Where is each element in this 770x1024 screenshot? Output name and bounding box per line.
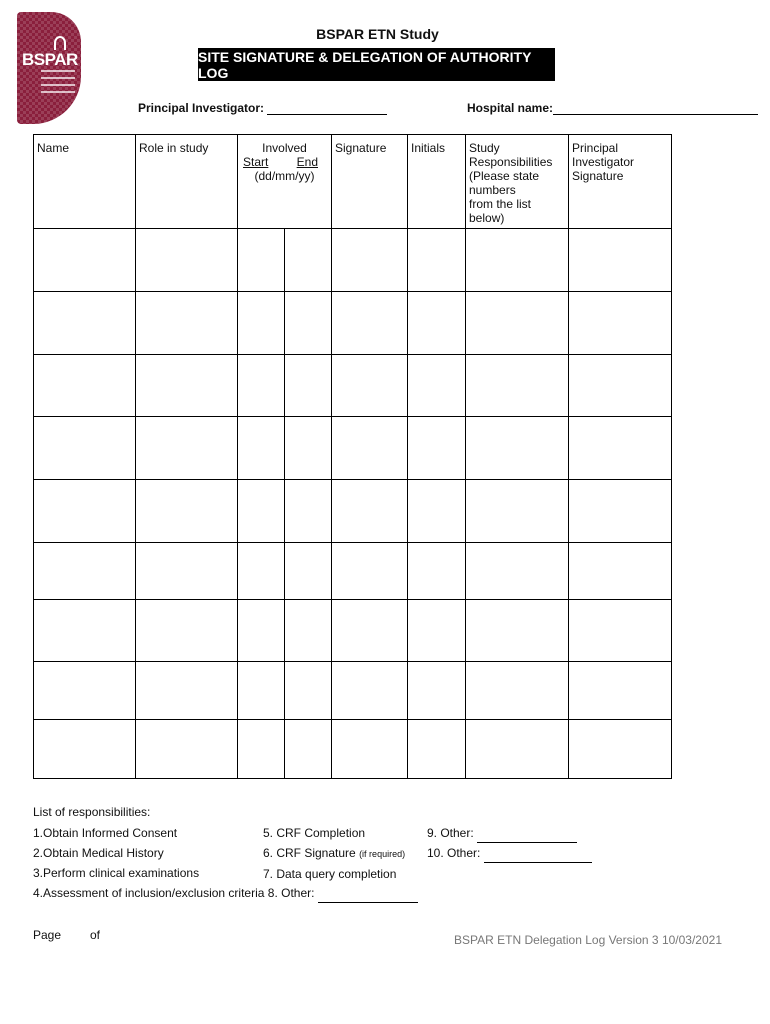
name-cell[interactable] <box>34 417 136 480</box>
role-cell[interactable] <box>136 720 238 779</box>
log-title-banner: SITE SIGNATURE & DELEGATION OF AUTHORITY LOG <box>198 48 555 81</box>
header-involved <box>238 135 332 229</box>
signature-cell[interactable] <box>332 355 408 417</box>
table-header-row <box>34 135 672 229</box>
initials-cell[interactable] <box>408 355 466 417</box>
hospital-name-field <box>467 101 758 115</box>
date-format-label: (dd/mm/yy) <box>254 169 315 183</box>
responsibilities-heading: List of responsibilities: <box>33 805 151 819</box>
end-cell[interactable] <box>285 355 332 417</box>
pi-signature-cell[interactable] <box>569 600 672 662</box>
involved-label: Involved <box>262 141 307 155</box>
resp-item-6-note: (if required) <box>359 849 406 859</box>
of-label: of <box>90 928 101 942</box>
resp-item-9: 9. Other: <box>427 826 474 840</box>
signature-cell[interactable] <box>332 720 408 779</box>
header-role-text: Role in study <box>139 141 209 155</box>
logo-text: BSPAR <box>22 50 78 69</box>
name-cell[interactable] <box>34 543 136 600</box>
table-row <box>34 543 672 600</box>
start-cell[interactable] <box>238 543 285 600</box>
logo-tagline <box>41 70 75 98</box>
initials-cell[interactable] <box>408 292 466 355</box>
end-cell[interactable] <box>285 229 332 292</box>
initials-cell[interactable] <box>408 417 466 480</box>
resp-line-2: (Please state numbers <box>469 169 540 197</box>
resp-line-1: Study Responsibilities <box>469 141 553 169</box>
role-cell[interactable] <box>136 292 238 355</box>
end-cell[interactable] <box>285 720 332 779</box>
role-cell[interactable] <box>136 600 238 662</box>
resp-item-3: 3.Perform clinical examinations <box>33 866 200 880</box>
signature-cell[interactable] <box>332 662 408 720</box>
role-cell[interactable] <box>136 662 238 720</box>
table-row <box>34 229 672 292</box>
table-row <box>34 480 672 543</box>
start-cell[interactable] <box>238 600 285 662</box>
resp-line-3: from the list below) <box>469 197 532 225</box>
table-row <box>34 355 672 417</box>
responsibilities-cell[interactable] <box>466 480 569 543</box>
initials-cell[interactable] <box>408 480 466 543</box>
responsibilities-cell[interactable] <box>466 355 569 417</box>
signature-cell[interactable] <box>332 480 408 543</box>
study-title: BSPAR ETN Study <box>316 26 439 42</box>
start-end-labels <box>241 155 328 169</box>
pi-signature-cell[interactable] <box>569 662 672 720</box>
pi-fill-line[interactable] <box>267 102 387 115</box>
end-cell[interactable] <box>285 543 332 600</box>
resp-item-2: 2.Obtain Medical History <box>33 846 164 860</box>
hospital-fill-line[interactable] <box>553 102 758 115</box>
start-cell[interactable] <box>238 229 285 292</box>
table-row <box>34 417 672 480</box>
resp-item-6-row <box>263 843 405 864</box>
end-cell[interactable] <box>285 417 332 480</box>
signature-cell[interactable] <box>332 600 408 662</box>
role-cell[interactable] <box>136 480 238 543</box>
responsibilities-cell[interactable] <box>466 720 569 779</box>
initials-cell[interactable] <box>408 720 466 779</box>
role-cell[interactable] <box>136 229 238 292</box>
signature-cell[interactable] <box>332 417 408 480</box>
initials-cell[interactable] <box>408 229 466 292</box>
principal-investigator-field <box>138 101 387 115</box>
name-cell[interactable] <box>34 480 136 543</box>
version-footer: BSPAR ETN Delegation Log Version 3 10/03/2021 <box>454 933 722 947</box>
pi-signature-cell[interactable] <box>569 720 672 779</box>
role-cell[interactable] <box>136 543 238 600</box>
delegation-log-table <box>33 134 672 779</box>
table-row <box>34 662 672 720</box>
responsibilities-cell[interactable] <box>466 292 569 355</box>
resp-item-10-row <box>427 843 592 863</box>
resp-item-9-row <box>427 823 592 843</box>
responsibilities-col-2 <box>263 823 405 884</box>
signature-cell[interactable] <box>332 292 408 355</box>
header-name-text: Name <box>37 141 70 155</box>
pi-signature-cell[interactable] <box>569 292 672 355</box>
responsibilities-cell[interactable] <box>466 543 569 600</box>
responsibilities-col-3 <box>427 823 592 863</box>
pi-signature-cell[interactable] <box>569 355 672 417</box>
pi-label: Principal Investigator: <box>138 101 265 115</box>
resp-item-6: 6. CRF Signature <box>263 846 356 860</box>
header-study-responsibilities <box>466 135 569 229</box>
end-cell[interactable] <box>285 292 332 355</box>
resp-item-1: 1.Obtain Informed Consent <box>33 826 178 840</box>
start-cell[interactable] <box>238 417 285 480</box>
header-name <box>34 135 136 229</box>
pi-sig-line-2: Signature <box>572 169 624 183</box>
other-8-fill-line[interactable] <box>318 890 418 903</box>
name-cell[interactable] <box>34 229 136 292</box>
header-initials <box>408 135 466 229</box>
header-role <box>136 135 238 229</box>
name-cell[interactable] <box>34 355 136 417</box>
signature-cell[interactable] <box>332 543 408 600</box>
responsibilities-cell[interactable] <box>466 229 569 292</box>
start-cell[interactable] <box>238 480 285 543</box>
resp-item-5: 5. CRF Completion <box>263 826 366 840</box>
header-signature-text: Signature <box>335 141 387 155</box>
other-9-fill-line[interactable] <box>477 830 577 843</box>
resp-item-4: 4.Assessment of inclusion/exclusion criteria 8. Other: <box>33 886 315 900</box>
pi-signature-cell[interactable] <box>569 229 672 292</box>
resp-item-4-row <box>33 883 418 903</box>
pi-signature-cell[interactable] <box>569 480 672 543</box>
resp-item-7: 7. Data query completion <box>263 867 397 881</box>
hospital-label: Hospital name: <box>467 101 554 115</box>
log-body <box>34 229 672 779</box>
table-row <box>34 600 672 662</box>
end-cell[interactable] <box>285 480 332 543</box>
initials-cell[interactable] <box>408 662 466 720</box>
start-cell[interactable] <box>238 355 285 417</box>
resp-item-10: 10. Other: <box>427 846 481 860</box>
name-cell[interactable] <box>34 662 136 720</box>
responsibilities-cell[interactable] <box>466 600 569 662</box>
role-cell[interactable] <box>136 417 238 480</box>
header-pi-signature <box>569 135 672 229</box>
start-cell[interactable] <box>238 720 285 779</box>
other-10-fill-line[interactable] <box>484 850 592 863</box>
role-cell[interactable] <box>136 355 238 417</box>
start-cell[interactable] <box>238 292 285 355</box>
initials-cell[interactable] <box>408 543 466 600</box>
responsibilities-cell[interactable] <box>466 417 569 480</box>
pi-sig-line-1: Principal Investigator <box>572 141 635 169</box>
name-cell[interactable] <box>34 720 136 779</box>
table-row <box>34 292 672 355</box>
responsibilities-cell[interactable] <box>466 662 569 720</box>
page-label: Page <box>33 928 62 942</box>
bspar-logo <box>17 12 81 124</box>
header-signature <box>332 135 408 229</box>
start-cell[interactable] <box>238 662 285 720</box>
pi-signature-cell[interactable] <box>569 543 672 600</box>
signature-cell[interactable] <box>332 229 408 292</box>
table-row <box>34 720 672 779</box>
person-figure-icon <box>54 36 66 50</box>
name-cell[interactable] <box>34 600 136 662</box>
end-cell[interactable] <box>285 600 332 662</box>
start-label: Start <box>243 155 269 169</box>
header-initials-text: Initials <box>411 141 446 155</box>
name-cell[interactable] <box>34 292 136 355</box>
end-cell[interactable] <box>285 662 332 720</box>
end-label: End <box>296 155 318 169</box>
pi-signature-cell[interactable] <box>569 417 672 480</box>
initials-cell[interactable] <box>408 600 466 662</box>
